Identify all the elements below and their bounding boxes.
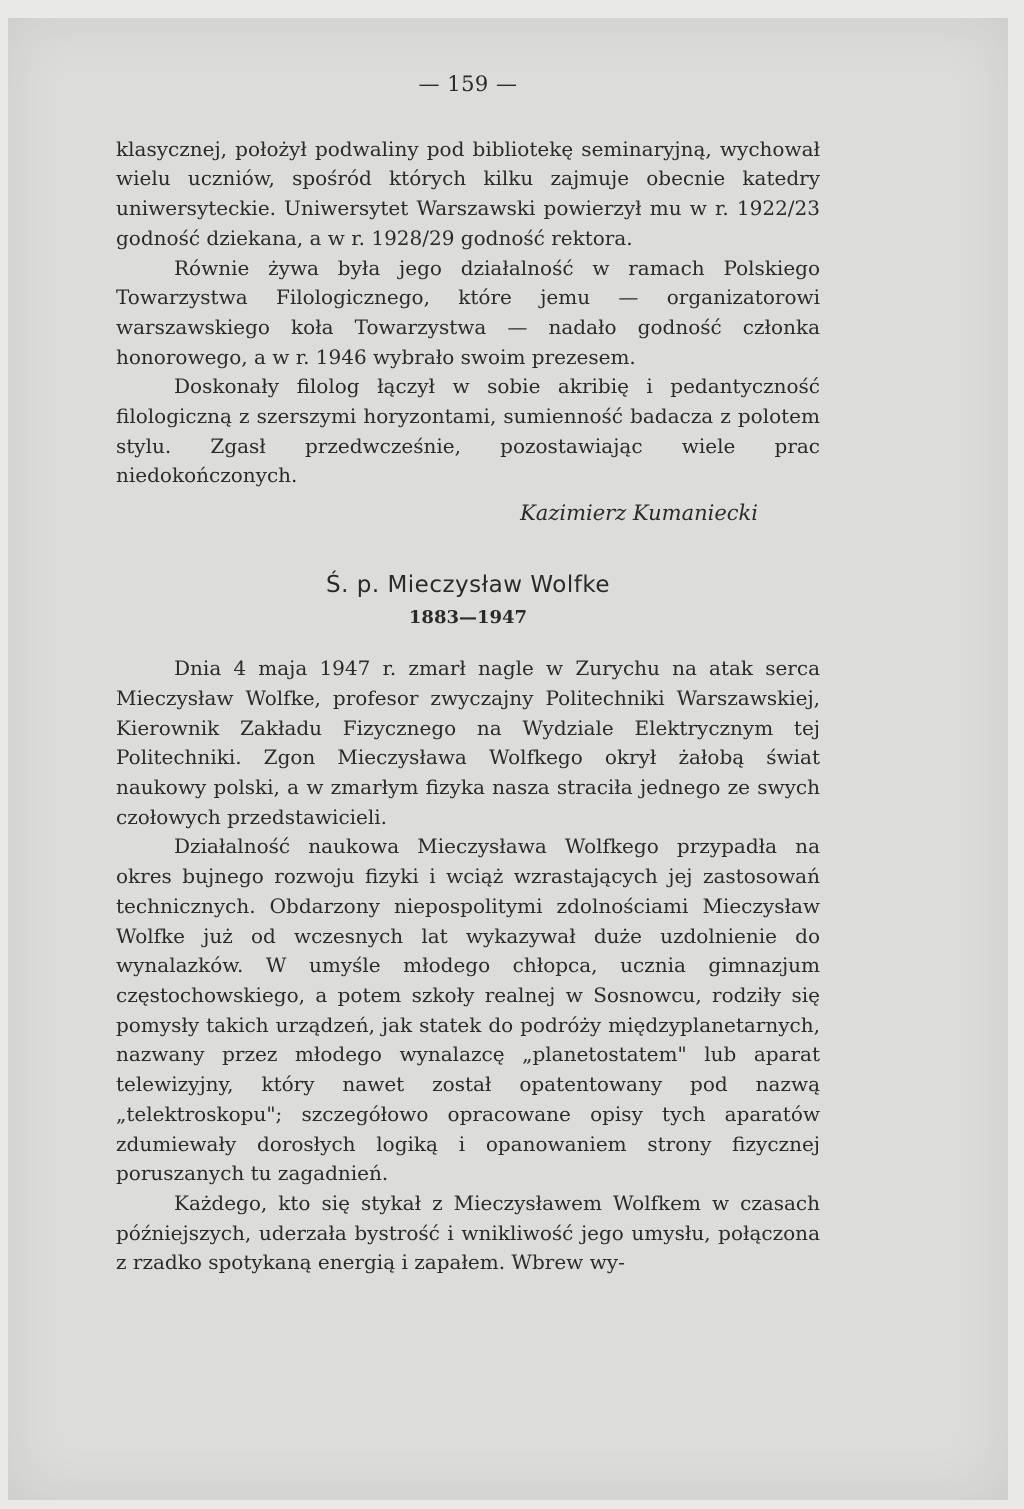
previous-article-ending — [116, 135, 820, 529]
page-number: — 159 — — [418, 72, 518, 96]
paragraph: Dnia 4 maja 1947 r. zmarł nagle w Zurychu na atak serca Mieczysław Wolfke, profesor zwyczajny Politechniki Warszawskiej, Kierownik Zakładu Fizycznego na Wydziale Elektrycznym tej Politechniki. Zgon Mieczysława Wolfkego okrył żałobą świat naukowy polski, a w zmarłym fizyka nasza straciła jednego ze swych czołowych przedstawicieli. — [116, 656, 820, 829]
paragraph: Równie żywa była jego działalność w ramach Polskiego Towarzystwa Filologicznego, które jemu — organizatorowi warszawskiego koła Towarzystwa — nadało godność członka honorowego, a w r. 1946 wybrało swoim prezesem. — [116, 255, 820, 369]
obituary-dates: 1883—1947 — [408, 606, 528, 628]
author-signature: Kazimierz Kumaniecki — [520, 501, 758, 526]
document-page — [116, 70, 820, 1278]
paragraph: Każdego, kto się stykał z Mieczysławem Wolfkem w czasach późniejszych, uderzała bystrość i wnikliwość jego umysłu, połączona z rzadko spotykaną energią i zapałem. Wbrew wy- — [116, 1190, 820, 1275]
paragraph: Doskonały filolog łączył w sobie akribię i pedantyczność filologiczną z szerszymi horyzontami, sumienność badacza z polotem stylu. Zgasł przedwcześnie, pozostawiając wiele prac niedokończonych. — [116, 374, 820, 488]
obituary-title: Ś. p. Mieczysław Wolfke — [326, 571, 610, 598]
obituary-section — [116, 571, 820, 1278]
paragraph: Działalność naukowa Mieczysława Wolfkego przypadła na okres bujnego rozwoju fizyki i wciąż wzrastających jej zastosowań technicznych. Obdarzony niepospolitymi zdolnościami Mieczysław Wolfke już od wczesnych lat wykazywał duże uzdolnienie do wynalazków. W umyśle młodego chłopca, ucznia gimnazjum częstochowskiego, a potem szkoły realnej w Sosnowcu, rodziły się pomysły takich urządzeń, jak statek do podróży międzyplanetarnych, nazwany przez młodego wynalazcę „planetostatem" lub aparat telewizyjny, który nawet został opatentowany pod nazwą „telektroskopu"; szczegółowo opracowane opisy tych aparatów zdumiewały dorosłych logiką i opanowaniem strony fizycznej poruszanych tu zagadnień. — [116, 834, 820, 1186]
paragraph: klasycznej, położył podwaliny pod bibliotekę seminaryjną, wychował wielu uczniów, spośród których kilku zajmuje obecnie katedry uniwersyteckie. Uniwersytet Warszawski powierzył mu w r. 1922/23 godność dziekana, a w r. 1928/29 godność rektora. — [116, 136, 820, 250]
